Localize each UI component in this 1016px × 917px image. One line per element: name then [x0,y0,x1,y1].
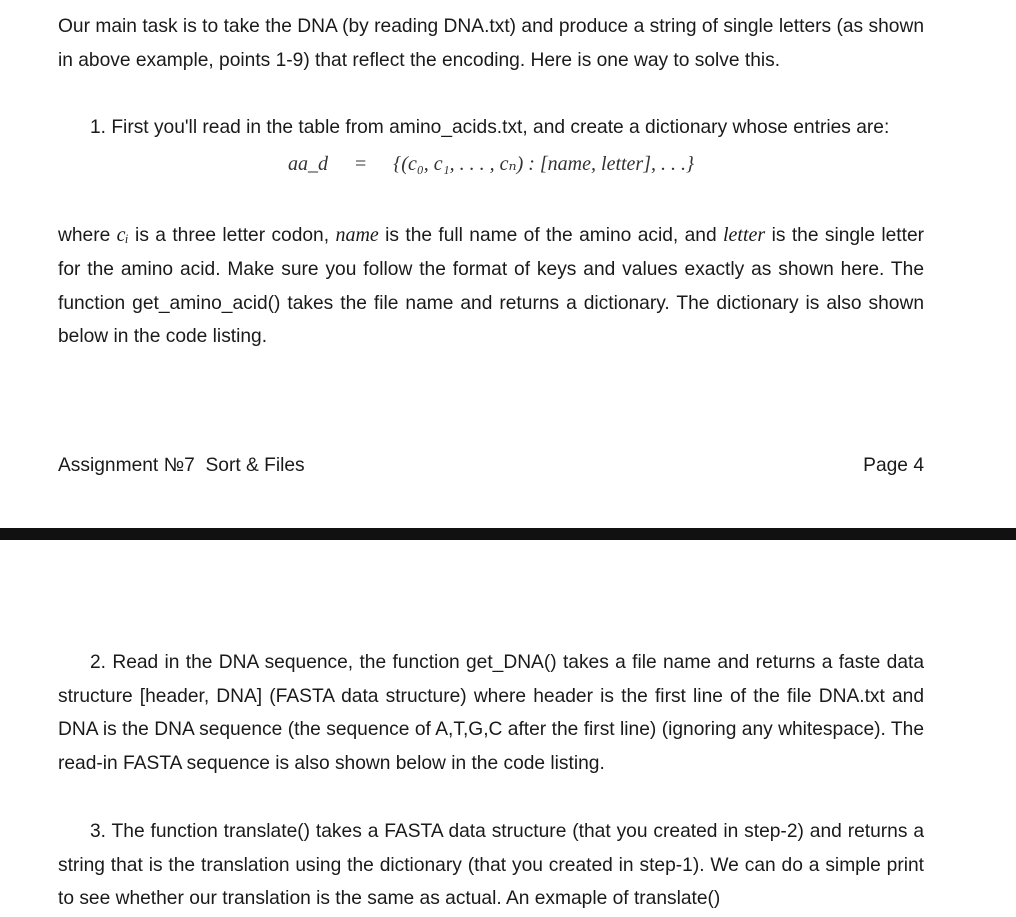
var-letter: letter [723,224,766,247]
footer-assignment-title: Assignment №7 Sort & Files [58,455,305,476]
page-footer [58,455,924,477]
explanation-text-d: is the single letter for the amino acid. Make sure you follow the format of keys and values exactly as shown here. The function get_amino_acid() takes the file name and returns a dictionary. The dictionary is also shown below in the code listing. [58,225,925,348]
explanation-text-a: where [58,225,117,247]
step1-paragraph: 1. First you'll read in the table from amino_acids.txt, and create a dictionary whose entries are: [90,117,890,139]
formula-block [58,145,924,219]
page-bottom-section [58,646,924,916]
step1-explanation [58,219,924,354]
var-name: name [335,224,379,247]
formula-lhs: aa_d [288,153,328,176]
page-divider [0,528,1016,540]
formula-equals: = [355,153,367,176]
page-top-section [58,10,924,354]
intro-paragraph: Our main task is to take the DNA (by reading DNA.txt) and produce a string of single letters (as shown in above example, points 1-9) that reflect the encoding. Here is one way to solve this. [58,16,924,71]
dictionary-formula [58,151,924,176]
step3-paragraph: 3. The function translate() takes a FASTA data structure (that you created in step-2) and returns a string that is the translation using the dictionary (that you created in step-1). We can do a simple print to see whether our translation is the same as actual. An exmaple of translate() [58,820,924,910]
formula-rhs: {(c₀, c₁, . . . , cₙ) : [name, letter], . . .} [393,153,694,176]
footer-page-number: Page 4 [863,455,924,476]
explanation-text-b: is a three letter codon, [128,225,336,247]
step2-paragraph: 2. Read in the DNA sequence, the function get_DNA() takes a file name and returns a faste data structure [header, DNA] (FASTA data structure) where header is the first line of the file DNA.txt and DNA is the DNA sequence (the sequence of A,T,G,C after the first line) (ignoring any whitespace). The read-in FASTA sequence is also shown below in the code listing. [58,652,924,775]
var-codon: cᵢ [116,224,129,247]
explanation-text-c: is the full name of the amino acid, and [378,225,723,247]
